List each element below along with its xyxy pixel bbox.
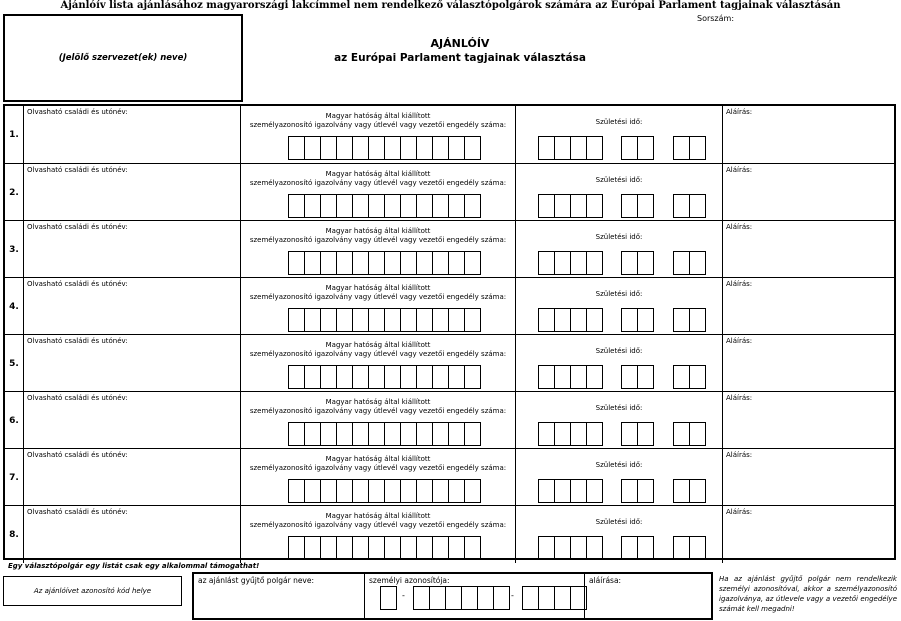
id-label <box>241 227 515 245</box>
table-row <box>5 505 894 563</box>
table-row <box>5 163 894 221</box>
id-label-line1: Magyar hatóság által kiállított <box>325 341 431 349</box>
table-row <box>5 448 894 506</box>
form-subtitle: az Európai Parlament tagjainak választása <box>334 52 586 64</box>
row-number: 1. <box>5 106 24 163</box>
name-field[interactable] <box>24 221 241 278</box>
birth-year-boxes[interactable] <box>538 136 603 160</box>
form-code-label: Az ajánlóívet azonosító kód helye <box>33 586 152 595</box>
collector-id-dash: - <box>402 591 405 600</box>
birth-date-field[interactable] <box>516 506 723 563</box>
birth-date-field[interactable] <box>516 335 723 392</box>
id-label-line2: személyazonosító igazolvány vagy útlevél vagy vezetői engedély száma: <box>249 407 507 415</box>
signature-field[interactable] <box>723 392 894 449</box>
id-label-line2: személyazonosító igazolvány vagy útlevél vagy vezetői engedély száma: <box>249 121 507 129</box>
name-label: Olvasható családi és utónév: <box>27 223 128 231</box>
signature-label: Aláírás: <box>726 280 753 288</box>
table-row <box>5 334 894 392</box>
id-label-line2: személyazonosító igazolvány vagy útlevél vagy vezetői engedély száma: <box>249 293 507 301</box>
signature-label: Aláírás: <box>726 451 753 459</box>
birth-date-field[interactable] <box>516 164 723 221</box>
birth-date-field[interactable] <box>516 392 723 449</box>
id-number-boxes[interactable] <box>288 536 481 560</box>
row-number: 2. <box>5 164 24 221</box>
id-number-field[interactable] <box>241 278 516 335</box>
id-label-line2: személyazonosító igazolvány vagy útlevél vagy vezetői engedély száma: <box>249 350 507 358</box>
birth-date-field[interactable] <box>516 449 723 506</box>
birth-day-boxes[interactable] <box>673 422 706 446</box>
birth-year-boxes[interactable] <box>538 365 603 389</box>
name-field[interactable] <box>24 278 241 335</box>
collector-name-label: az ajánlást gyűjtő polgár neve: <box>198 576 315 585</box>
signature-label: Aláírás: <box>726 108 753 116</box>
id-number-field[interactable] <box>241 106 516 163</box>
name-field[interactable] <box>24 449 241 506</box>
id-number-field[interactable] <box>241 449 516 506</box>
signature-field[interactable] <box>723 506 894 563</box>
serial-number-label: Sorszám: <box>697 14 735 23</box>
table-row <box>5 277 894 335</box>
name-field[interactable] <box>24 106 241 163</box>
id-label-line1: Magyar hatóság által kiállított <box>325 455 431 463</box>
birth-date-label: Születési idő: <box>595 233 643 241</box>
id-label-line2: személyazonosító igazolvány vagy útlevél vagy vezetői engedély száma: <box>249 179 507 187</box>
id-label-line2: személyazonosító igazolvány vagy útlevél vagy vezetői engedély száma: <box>249 464 507 472</box>
name-field[interactable] <box>24 392 241 449</box>
name-label: Olvasható családi és utónév: <box>27 508 128 516</box>
birth-date-label: Születési idő: <box>595 461 643 469</box>
organization-name-box <box>3 14 243 102</box>
id-number-boxes[interactable] <box>288 479 481 503</box>
organization-name-label: (Jelölő szervezet(ek) neve) <box>58 53 188 63</box>
collector-signature-cell[interactable] <box>585 574 711 618</box>
signature-label: Aláírás: <box>726 394 753 402</box>
signature-field[interactable] <box>723 106 894 163</box>
id-number-boxes[interactable] <box>288 422 481 446</box>
signature-field[interactable] <box>723 164 894 221</box>
collector-id-label: személyi azonosítója: <box>369 576 450 585</box>
id-label <box>241 284 515 302</box>
birth-day-boxes[interactable] <box>673 365 706 389</box>
form-title-block <box>280 37 640 65</box>
birth-month-boxes[interactable] <box>621 136 654 160</box>
birth-date-field[interactable] <box>516 278 723 335</box>
id-label-line1: Magyar hatóság által kiállított <box>325 398 431 406</box>
id-label-line2: személyazonosító igazolvány vagy útlevél vagy vezetői engedély száma: <box>249 236 507 244</box>
signature-label: Aláírás: <box>726 337 753 345</box>
name-label: Olvasható családi és utónév: <box>27 394 128 402</box>
id-label <box>241 455 515 473</box>
birth-day-boxes[interactable] <box>673 194 706 218</box>
id-number-boxes[interactable] <box>288 251 481 275</box>
birth-year-boxes[interactable] <box>538 308 603 332</box>
id-number-field[interactable] <box>241 164 516 221</box>
id-label <box>241 398 515 416</box>
id-label <box>241 341 515 359</box>
birth-date-field[interactable] <box>516 106 723 163</box>
signature-field[interactable] <box>723 449 894 506</box>
collector-id-cell[interactable] <box>365 574 585 618</box>
name-field[interactable] <box>24 164 241 221</box>
birth-year-boxes[interactable] <box>538 536 603 560</box>
id-label-line2: személyazonosító igazolvány vagy útlevél vagy vezetői engedély száma: <box>249 521 507 529</box>
birth-date-label: Születési idő: <box>595 290 643 298</box>
id-number-field[interactable] <box>241 506 516 563</box>
document-title: Ajánlóív lista ajánlásához magyarországi lakcímmel nem rendelkező választópolgárok számára az Európai Parlament tagjainak választásán <box>60 0 841 11</box>
table-row <box>5 106 894 163</box>
collector-signature-label: aláírása: <box>589 576 622 585</box>
id-number-boxes[interactable] <box>288 194 481 218</box>
collector-id-note: Ha az ajánlást gyűjtő polgár nem rendelkezik személyi azonosítóval, akkor a személyazonosító igazolványa, az útlevele vagy a vezetői engedélye számát kell megadni! <box>719 575 897 613</box>
signature-field[interactable] <box>723 335 894 392</box>
birth-date-label: Születési idő: <box>595 347 643 355</box>
signature-field[interactable] <box>723 221 894 278</box>
name-label: Olvasható családi és utónév: <box>27 108 128 116</box>
collector-id-boxes-part1[interactable] <box>380 586 397 610</box>
name-field[interactable] <box>24 506 241 563</box>
name-label: Olvasható családi és utónév: <box>27 337 128 345</box>
birth-date-label: Születési idő: <box>595 118 643 126</box>
birth-year-boxes[interactable] <box>538 422 603 446</box>
birth-month-boxes[interactable] <box>621 422 654 446</box>
row-number: 6. <box>5 392 24 449</box>
collector-box <box>192 572 713 620</box>
collector-name-cell[interactable] <box>194 574 365 618</box>
birth-month-boxes[interactable] <box>621 308 654 332</box>
name-label: Olvasható családi és utónév: <box>27 166 128 174</box>
row-number: 7. <box>5 449 24 506</box>
name-label: Olvasható családi és utónév: <box>27 451 128 459</box>
birth-month-boxes[interactable] <box>621 194 654 218</box>
id-label <box>241 512 515 530</box>
name-label: Olvasható családi és utónév: <box>27 280 128 288</box>
birth-date-label: Születési idő: <box>595 404 643 412</box>
id-label-line1: Magyar hatóság által kiállított <box>325 284 431 292</box>
once-only-note: Egy választópolgár egy listát csak egy alkalommal támogathat! <box>8 562 260 570</box>
birth-month-boxes[interactable] <box>621 479 654 503</box>
id-label-line1: Magyar hatóság által kiállított <box>325 512 431 520</box>
recommendation-table <box>3 104 896 560</box>
id-label-line1: Magyar hatóság által kiállított <box>325 112 431 120</box>
birth-year-boxes[interactable] <box>538 251 603 275</box>
collector-id-boxes-part2[interactable] <box>413 586 510 610</box>
birth-date-label: Születési idő: <box>595 518 643 526</box>
birth-day-boxes[interactable] <box>673 251 706 275</box>
signature-label: Aláírás: <box>726 166 753 174</box>
id-label-line1: Magyar hatóság által kiállított <box>325 227 431 235</box>
name-field[interactable] <box>24 335 241 392</box>
id-label-line1: Magyar hatóság által kiállított <box>325 170 431 178</box>
birth-day-boxes[interactable] <box>673 479 706 503</box>
row-number: 8. <box>5 506 24 563</box>
birth-day-boxes[interactable] <box>673 308 706 332</box>
id-label <box>241 112 515 130</box>
form-code-box <box>3 576 182 606</box>
id-number-field[interactable] <box>241 392 516 449</box>
collector-id-boxes-part3[interactable] <box>522 586 587 610</box>
birth-day-boxes[interactable] <box>673 536 706 560</box>
birth-date-field[interactable] <box>516 221 723 278</box>
signature-label: Aláírás: <box>726 223 753 231</box>
id-number-field[interactable] <box>241 335 516 392</box>
birth-day-boxes[interactable] <box>673 136 706 160</box>
table-row <box>5 220 894 278</box>
id-number-boxes[interactable] <box>288 308 481 332</box>
table-row <box>5 391 894 449</box>
birth-month-boxes[interactable] <box>621 365 654 389</box>
row-number: 4. <box>5 278 24 335</box>
birth-year-boxes[interactable] <box>538 194 603 218</box>
id-label <box>241 170 515 188</box>
row-number: 3. <box>5 221 24 278</box>
birth-year-boxes[interactable] <box>538 479 603 503</box>
id-number-boxes[interactable] <box>288 136 481 160</box>
birth-date-label: Születési idő: <box>595 176 643 184</box>
signature-label: Aláírás: <box>726 508 753 516</box>
id-number-field[interactable] <box>241 221 516 278</box>
birth-month-boxes[interactable] <box>621 536 654 560</box>
form-title: AJÁNLÓÍV <box>430 37 490 50</box>
id-number-boxes[interactable] <box>288 365 481 389</box>
birth-month-boxes[interactable] <box>621 251 654 275</box>
collector-id-dash: - <box>511 591 514 600</box>
row-number: 5. <box>5 335 24 392</box>
signature-field[interactable] <box>723 278 894 335</box>
